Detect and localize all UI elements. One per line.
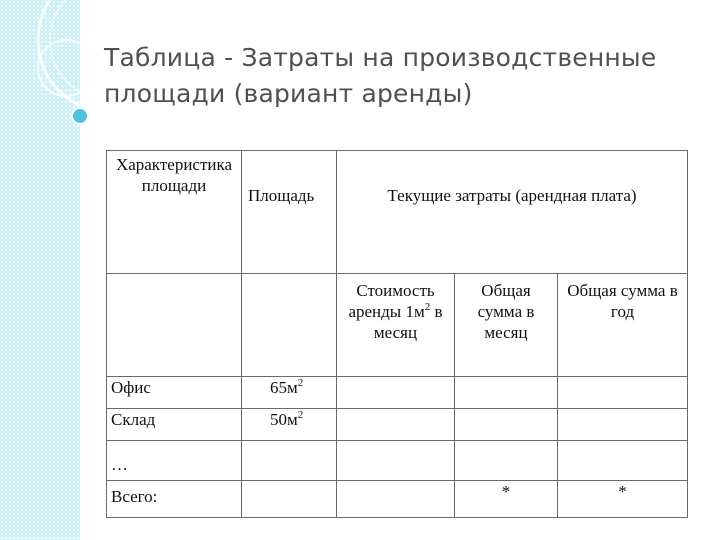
empty-cell xyxy=(242,274,337,377)
rent-cost-suffix: в месяц xyxy=(373,302,443,342)
header-row-2 xyxy=(107,274,688,377)
empty-cell xyxy=(242,441,337,481)
row-label: Склад xyxy=(107,409,242,441)
empty-cell xyxy=(107,274,242,377)
table-row-office xyxy=(107,377,688,409)
decorative-ring-small xyxy=(38,40,94,96)
slide-title xyxy=(104,40,704,112)
header-yearly-total: Общая сумма в год xyxy=(558,274,688,377)
header-current-costs: Текущие затраты (арендная плата) xyxy=(337,151,688,274)
area-value: 50м xyxy=(270,410,298,429)
row-label: Всего: xyxy=(107,481,242,518)
row-label: Офис xyxy=(107,377,242,409)
header-monthly-total: Общая сумма в месяц xyxy=(455,274,558,377)
rent-cost-sup: 2 xyxy=(424,301,431,313)
header-rent-cost xyxy=(337,274,455,377)
area-sup: 2 xyxy=(297,409,304,421)
empty-cell xyxy=(337,409,455,441)
empty-cell xyxy=(455,441,558,481)
row-area xyxy=(242,409,337,441)
empty-cell xyxy=(558,377,688,409)
total-yearly: * xyxy=(558,481,688,518)
empty-cell xyxy=(455,409,558,441)
row-area xyxy=(242,377,337,409)
costs-table xyxy=(106,150,688,518)
header-area: Площадь xyxy=(242,151,337,274)
slide-title-line-1: Таблица - Затраты на производственные xyxy=(104,43,657,72)
row-label: … xyxy=(107,441,242,481)
empty-cell xyxy=(337,377,455,409)
empty-cell xyxy=(337,481,455,518)
rent-cost-prefix: Стоимость аренды 1м xyxy=(348,281,435,321)
empty-cell xyxy=(558,409,688,441)
area-sup: 2 xyxy=(297,377,304,389)
area-value: 65м xyxy=(270,378,298,397)
table-row-warehouse xyxy=(107,409,688,441)
header-row-1 xyxy=(107,151,688,274)
total-monthly: * xyxy=(455,481,558,518)
accent-dot xyxy=(72,108,88,124)
empty-cell xyxy=(455,377,558,409)
empty-cell xyxy=(558,441,688,481)
header-characteristic: Характеристика площади xyxy=(107,151,242,274)
empty-cell xyxy=(337,441,455,481)
table-row-ellipsis xyxy=(107,441,688,481)
table-row-total xyxy=(107,481,688,518)
empty-cell xyxy=(242,481,337,518)
slide-title-line-2: площади (вариант аренды) xyxy=(104,79,473,108)
